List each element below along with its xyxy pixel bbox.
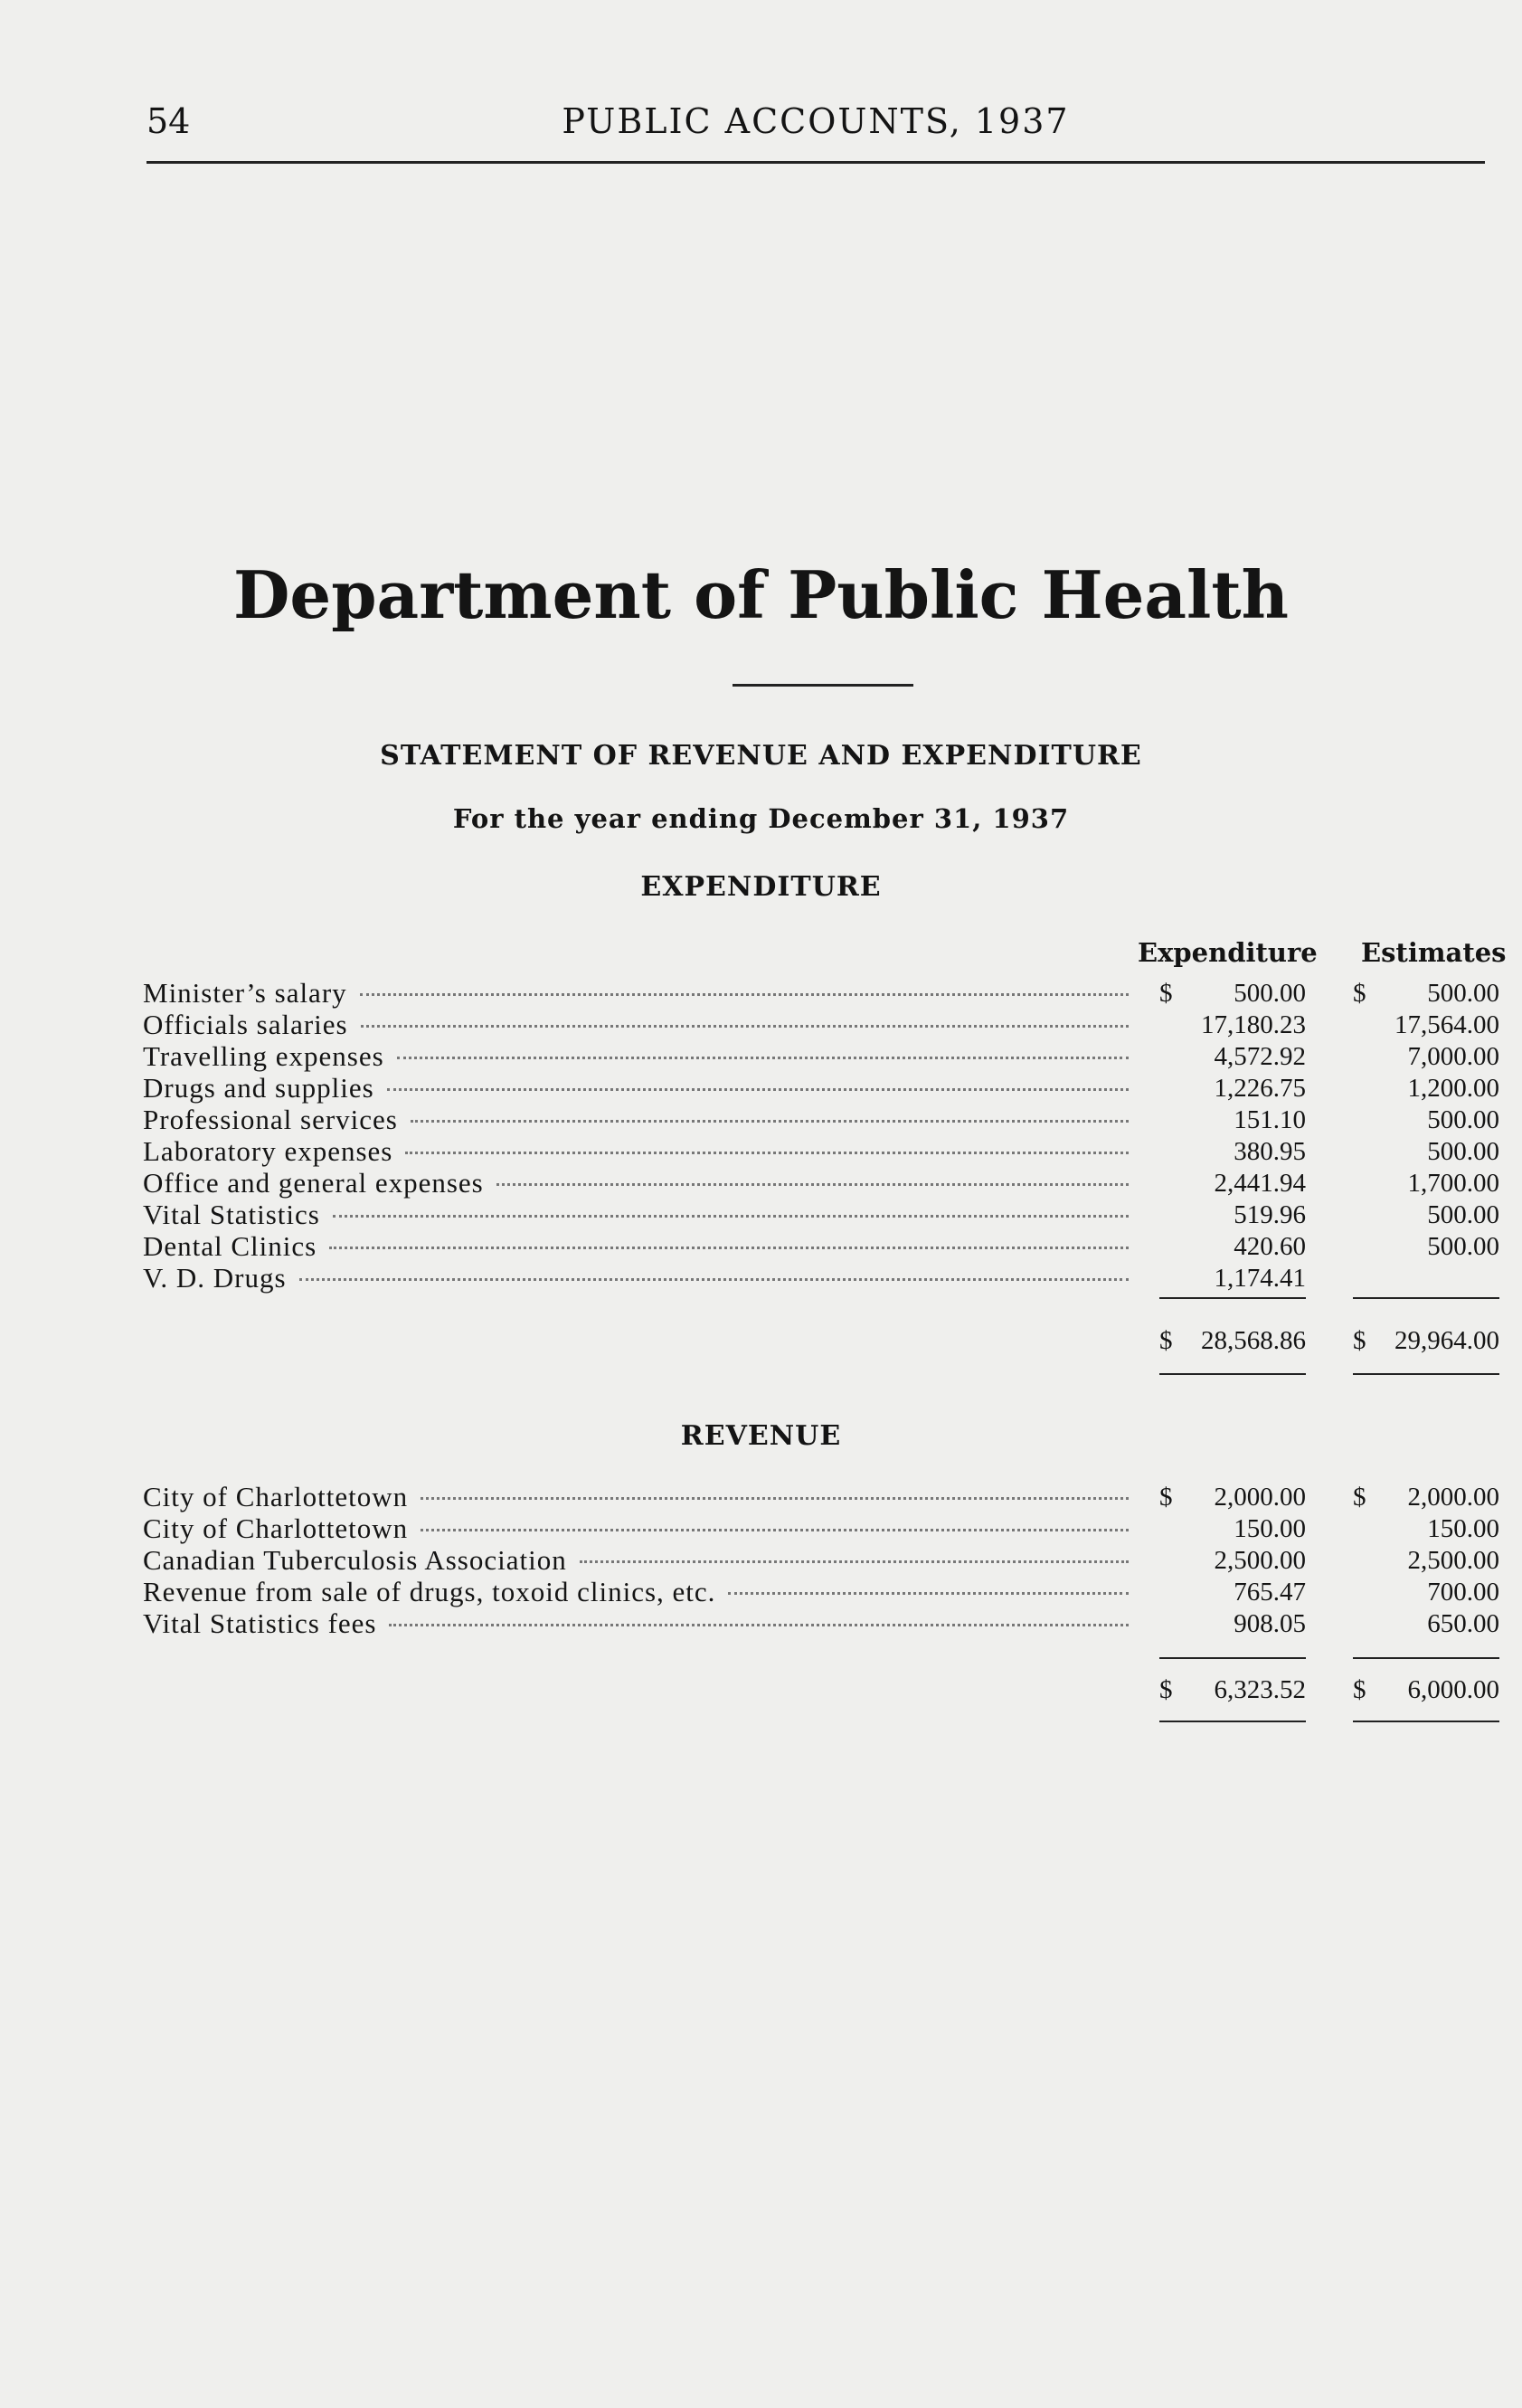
currency-symbol: $ bbox=[1353, 979, 1366, 1008]
table-row bbox=[143, 1135, 1129, 1166]
table-row bbox=[143, 1199, 1129, 1229]
row-label: Canadian Tuberculosis Association bbox=[143, 1544, 567, 1576]
amount-cell: 420.60 bbox=[1234, 1232, 1306, 1261]
revenue-subtotal-rule bbox=[1159, 1657, 1306, 1659]
department-title: Department of Public Health bbox=[232, 556, 1290, 633]
amount-cell: 500.00 bbox=[1234, 979, 1306, 1008]
estimate-cell: 17,564.00 bbox=[1394, 1010, 1499, 1039]
table-row bbox=[143, 1544, 1129, 1575]
row-label: Revenue from sale of drugs, toxoid clinics, etc. bbox=[143, 1576, 716, 1607]
amount-cell: 1,226.75 bbox=[1214, 1074, 1306, 1103]
table-row bbox=[143, 1040, 1129, 1071]
leader-dots bbox=[299, 1278, 1129, 1281]
estimate-cell: 500.00 bbox=[1427, 1200, 1499, 1229]
estimates-subtotal-rule bbox=[1353, 1297, 1499, 1299]
amount-cell: 2,500.00 bbox=[1214, 1546, 1306, 1575]
currency-symbol: $ bbox=[1353, 1675, 1366, 1704]
column-header-estimates: Estimates bbox=[1361, 937, 1507, 968]
leader-dots bbox=[405, 1152, 1129, 1154]
leader-dots bbox=[728, 1592, 1129, 1595]
estimate-cell: 7,000.00 bbox=[1407, 1042, 1499, 1071]
table-row bbox=[143, 977, 1129, 1008]
table-row bbox=[143, 1104, 1129, 1134]
expenditure-subtotal-rule bbox=[1159, 1297, 1306, 1299]
amount-cell: 150.00 bbox=[1234, 1514, 1306, 1543]
row-label: Minister’s salary bbox=[143, 977, 347, 1009]
table-row bbox=[143, 1167, 1129, 1198]
leader-dots bbox=[387, 1088, 1129, 1091]
estimate-cell: 2,000.00 bbox=[1407, 1483, 1499, 1512]
amount-cell: 2,441.94 bbox=[1214, 1169, 1306, 1198]
expenditure-total-rule bbox=[1159, 1373, 1306, 1375]
table-row bbox=[143, 1230, 1129, 1261]
row-label: Vital Statistics fees bbox=[143, 1607, 377, 1639]
leader-dots bbox=[397, 1057, 1129, 1059]
leader-dots bbox=[389, 1624, 1129, 1626]
row-label: Laboratory expenses bbox=[143, 1135, 393, 1167]
leader-dots bbox=[360, 993, 1129, 996]
row-label: Dental Clinics bbox=[143, 1230, 317, 1262]
estimate-cell: 700.00 bbox=[1427, 1578, 1499, 1607]
table-row bbox=[143, 1262, 1129, 1293]
revenue-total-rule bbox=[1159, 1721, 1306, 1722]
leader-dots bbox=[333, 1215, 1129, 1218]
row-label: City of Charlottetown bbox=[143, 1512, 409, 1544]
currency-symbol: $ bbox=[1159, 979, 1173, 1008]
row-label: Drugs and supplies bbox=[143, 1072, 374, 1104]
amount-cell: 151.10 bbox=[1234, 1105, 1306, 1134]
leader-dots bbox=[496, 1183, 1129, 1186]
estimate-cell: 1,200.00 bbox=[1407, 1074, 1499, 1103]
header-rule bbox=[147, 161, 1485, 164]
leader-dots bbox=[411, 1120, 1129, 1123]
leader-dots bbox=[329, 1247, 1129, 1249]
estimate-cell: 2,500.00 bbox=[1407, 1546, 1499, 1575]
row-label: Professional services bbox=[143, 1104, 398, 1135]
estimate-cell: 500.00 bbox=[1427, 1137, 1499, 1166]
currency-symbol: $ bbox=[1159, 1675, 1173, 1704]
total-expenditure: 28,568.86 bbox=[1201, 1326, 1306, 1355]
table-row bbox=[143, 1607, 1129, 1638]
estimate-cell: 500.00 bbox=[1427, 1232, 1499, 1261]
revenue-heading: REVENUE bbox=[680, 1420, 842, 1452]
running-title: PUBLIC ACCOUNTS, 1937 bbox=[562, 101, 1070, 141]
amount-cell: 2,000.00 bbox=[1214, 1483, 1306, 1512]
expenditure-heading: EXPENDITURE bbox=[640, 871, 882, 903]
leader-dots bbox=[421, 1529, 1129, 1531]
table-row bbox=[143, 1576, 1129, 1607]
column-header-expenditure: Expenditure bbox=[1138, 937, 1318, 968]
leader-dots bbox=[421, 1497, 1129, 1500]
estimate-cell: 650.00 bbox=[1427, 1609, 1499, 1638]
amount-cell: 765.47 bbox=[1234, 1578, 1306, 1607]
currency-symbol: $ bbox=[1159, 1326, 1173, 1355]
amount-cell: 519.96 bbox=[1234, 1200, 1306, 1229]
currency-symbol: $ bbox=[1353, 1326, 1366, 1355]
estimate-cell: 500.00 bbox=[1427, 1105, 1499, 1134]
currency-symbol: $ bbox=[1353, 1483, 1366, 1512]
estimate-cell: 150.00 bbox=[1427, 1514, 1499, 1543]
table-row bbox=[143, 1009, 1129, 1039]
estimate-cell: 500.00 bbox=[1427, 979, 1499, 1008]
amount-cell: 17,180.23 bbox=[1201, 1010, 1306, 1039]
table-row bbox=[143, 1072, 1129, 1103]
row-label: Officials salaries bbox=[143, 1009, 348, 1040]
total-revenue: 6,323.52 bbox=[1214, 1675, 1306, 1704]
revenue-estimates-total-rule bbox=[1353, 1721, 1499, 1722]
amount-cell: 4,572.92 bbox=[1214, 1042, 1306, 1071]
amount-cell: 908.05 bbox=[1234, 1609, 1306, 1638]
running-header bbox=[147, 101, 1485, 156]
table-row bbox=[143, 1481, 1129, 1512]
amount-cell: 1,174.41 bbox=[1214, 1264, 1306, 1293]
total-revenue-estimates: 6,000.00 bbox=[1407, 1675, 1499, 1704]
row-label: Travelling expenses bbox=[143, 1040, 384, 1072]
estimates-total-rule bbox=[1353, 1373, 1499, 1375]
page-number: 54 bbox=[147, 101, 191, 141]
estimate-cell: 1,700.00 bbox=[1407, 1169, 1499, 1198]
currency-symbol: $ bbox=[1159, 1483, 1173, 1512]
revenue-estimates-subtotal-rule bbox=[1353, 1657, 1499, 1659]
row-label: City of Charlottetown bbox=[143, 1481, 409, 1512]
amount-cell: 380.95 bbox=[1234, 1137, 1306, 1166]
period-line: For the year ending December 31, 1937 bbox=[452, 803, 1070, 834]
title-rule bbox=[733, 684, 913, 687]
total-estimates: 29,964.00 bbox=[1394, 1326, 1499, 1355]
row-label: V. D. Drugs bbox=[143, 1262, 287, 1294]
leader-dots bbox=[361, 1025, 1129, 1028]
table-row bbox=[143, 1512, 1129, 1543]
row-label: Vital Statistics bbox=[143, 1199, 320, 1230]
statement-title: STATEMENT OF REVENUE AND EXPENDITURE bbox=[380, 740, 1142, 772]
leader-dots bbox=[580, 1560, 1129, 1563]
row-label: Office and general expenses bbox=[143, 1167, 484, 1199]
